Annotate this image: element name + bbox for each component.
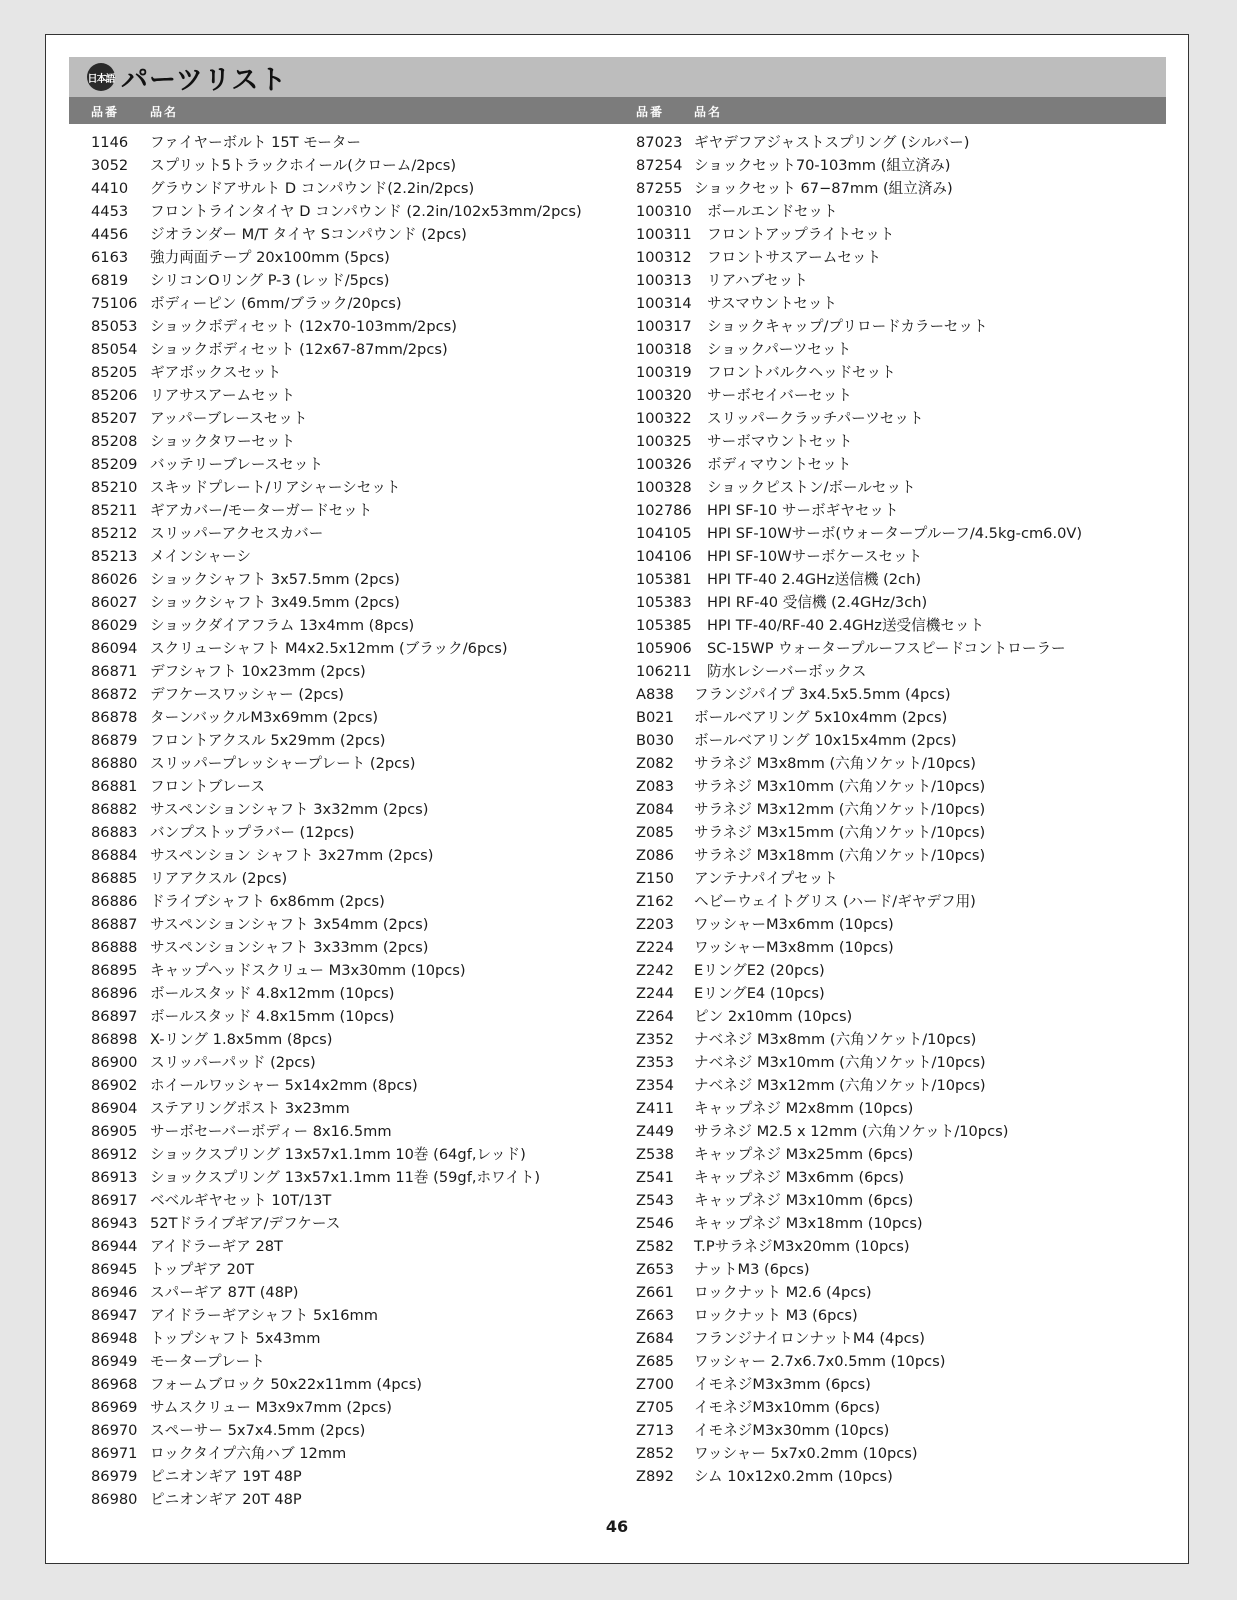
part-number: Z085 (636, 824, 674, 841)
part-number: 86946 (91, 1284, 138, 1301)
part-number: Z449 (636, 1123, 674, 1140)
part-name: HPI TF-40 2.4GHz送信機 (2ch) (707, 571, 922, 588)
part-name: シリコンOリング P-3 (レッド/5pcs) (150, 272, 390, 289)
part-name: ギアボックスセット (150, 364, 282, 381)
part-number: 86968 (91, 1376, 138, 1393)
part-name: ターンバックルM3x69mm (2pcs) (150, 709, 379, 726)
part-number: 85206 (91, 387, 138, 404)
part-number: Z354 (636, 1077, 674, 1094)
part-name: T.PサラネジM3x20mm (10pcs) (694, 1238, 910, 1255)
part-number: 86887 (91, 916, 138, 933)
part-number: 86881 (91, 778, 138, 795)
part-number: 86900 (91, 1054, 138, 1071)
part-name: サラネジ M3x10mm (六角ソケット/10pcs) (694, 778, 986, 795)
part-name: サスペンションシャフト 3x54mm (2pcs) (150, 916, 429, 933)
part-name: フロントアクスル 5x29mm (2pcs) (150, 732, 386, 749)
part-name: ピニオンギア 20T 48P (150, 1491, 302, 1508)
part-name: ショックピストン/ボールセット (707, 479, 916, 496)
part-number: 105383 (636, 594, 692, 611)
part-number: Z264 (636, 1008, 674, 1025)
part-number: 86029 (91, 617, 138, 634)
part-number: 85054 (91, 341, 138, 358)
part-name: ワッシャーM3x8mm (10pcs) (694, 939, 894, 956)
part-name: スリッパークラッチパーツセット (707, 410, 924, 427)
part-number: 100328 (636, 479, 692, 496)
part-name: スクリューシャフト M4x2.5x12mm (ブラック/6pcs) (150, 640, 508, 657)
part-name: ファイヤーボルト 15T モーター (150, 134, 362, 151)
part-name: ドライブシャフト 6x86mm (2pcs) (150, 893, 385, 910)
part-name: サラネジ M2.5 x 12mm (六角ソケット/10pcs) (694, 1123, 1009, 1140)
part-name: キャップネジ M3x25mm (6pcs) (694, 1146, 914, 1163)
part-name: ナットM3 (6pcs) (694, 1261, 810, 1278)
part-number: 100320 (636, 387, 692, 404)
part-name: ボールベアリング 10x15x4mm (2pcs) (694, 732, 957, 749)
part-name: ショックシャフト 3x57.5mm (2pcs) (150, 571, 400, 588)
part-number: 85205 (91, 364, 138, 381)
part-name: シム 10x12x0.2mm (10pcs) (694, 1468, 893, 1485)
part-name: キャップネジ M3x6mm (6pcs) (694, 1169, 905, 1186)
part-number: 100313 (636, 272, 692, 289)
part-number: Z713 (636, 1422, 674, 1439)
part-number: Z353 (636, 1054, 674, 1071)
part-name: サスペンションシャフト 3x32mm (2pcs) (150, 801, 429, 818)
part-name: ジオランダー M/T タイヤ Sコンパウンド (2pcs) (150, 226, 467, 243)
part-number: 86896 (91, 985, 138, 1002)
part-number: Z663 (636, 1307, 674, 1324)
part-name: キャップネジ M3x10mm (6pcs) (694, 1192, 914, 1209)
part-number: 86882 (91, 801, 138, 818)
part-number: 86969 (91, 1399, 138, 1416)
part-name: HPI TF-40/RF-40 2.4GHz送受信機セット (707, 617, 985, 634)
title-bar (69, 57, 1166, 97)
part-name: ショックボディセット (12x67-87mm/2pcs) (150, 341, 448, 358)
part-name: リアアクスル (2pcs) (150, 870, 288, 887)
part-name: サムスクリュー M3x9x7mm (2pcs) (150, 1399, 392, 1416)
part-number: 86883 (91, 824, 138, 841)
part-number: Z892 (636, 1468, 674, 1485)
part-number: 105381 (636, 571, 692, 588)
part-number: 100322 (636, 410, 692, 427)
part-name: ホイールワッシャー 5x14x2mm (8pcs) (150, 1077, 418, 1094)
part-name: スリッパーパッド (2pcs) (150, 1054, 316, 1071)
part-name: 強力両面テープ 20x100mm (5pcs) (150, 249, 390, 266)
part-name: スキッドプレート/リアシャーシセット (150, 479, 401, 496)
part-number: 86872 (91, 686, 138, 703)
part-number: Z244 (636, 985, 674, 1002)
part-name: フランジナイロンナットM4 (4pcs) (694, 1330, 925, 1347)
part-number: 100311 (636, 226, 692, 243)
part-name: HPI SF-10 サーボギヤセット (707, 502, 899, 519)
part-name: トップギア 20T (150, 1261, 255, 1278)
part-name: バッテリーブレースセット (150, 456, 324, 473)
part-name: サスペンションシャフト 3x33mm (2pcs) (150, 939, 429, 956)
part-number: Z084 (636, 801, 674, 818)
part-name: スリッパーアクセスカバー (150, 525, 324, 542)
part-name: ボールエンドセット (707, 203, 838, 220)
part-name: ロックタイプ六角ハブ 12mm (150, 1445, 347, 1462)
part-number: 4410 (91, 180, 129, 197)
part-name: ショックキャップ/プリロードカラーセット (707, 318, 988, 335)
part-number: 86895 (91, 962, 138, 979)
part-name: ナベネジ M3x10mm (六角ソケット/10pcs) (694, 1054, 986, 1071)
part-number: 86905 (91, 1123, 138, 1140)
part-number: Z083 (636, 778, 674, 795)
part-name: キャップネジ M3x18mm (10pcs) (694, 1215, 923, 1232)
part-number: 100319 (636, 364, 692, 381)
part-name: ショックスプリング 13x57x1.1mm 11巻 (59gf,ホワイト) (150, 1169, 541, 1186)
part-number: Z684 (636, 1330, 674, 1347)
part-name: ショックシャフト 3x49.5mm (2pcs) (150, 594, 400, 611)
part-number: A838 (636, 686, 674, 703)
part-name: サーボセーバーボディー 8x16.5mm (150, 1123, 392, 1140)
part-number: B030 (636, 732, 674, 749)
part-name: フォームブロック 50x22x11mm (4pcs) (150, 1376, 422, 1393)
part-name: サスペンション シャフト 3x27mm (2pcs) (150, 847, 434, 864)
part-number: 86948 (91, 1330, 138, 1347)
header-right-number: 品番 (636, 105, 665, 119)
part-number: Z203 (636, 916, 674, 933)
language-badge: 日本語 (87, 63, 115, 91)
part-number: 86027 (91, 594, 138, 611)
part-name: リアハブセット (707, 272, 808, 289)
part-number: 85210 (91, 479, 138, 496)
part-name: デフシャフト 10x23mm (2pcs) (150, 663, 366, 680)
part-name: ショックスプリング 13x57x1.1mm 10巻 (64gf,レッド) (150, 1146, 526, 1163)
part-number: 1146 (91, 134, 129, 151)
part-name: グラウンドアサルト D コンパウンド(2.2in/2pcs) (150, 180, 475, 197)
part-name: HPI SF-10Wサーボ(ウォータープルーフ/4.5kg-cm6.0V) (707, 525, 1083, 542)
part-name: イモネジM3x10mm (6pcs) (694, 1399, 881, 1416)
part-number: 100326 (636, 456, 692, 473)
part-number: 86885 (91, 870, 138, 887)
part-number: Z150 (636, 870, 674, 887)
part-number: 3052 (91, 157, 129, 174)
part-number: 100318 (636, 341, 692, 358)
part-name: リアサスアームセット (150, 387, 295, 404)
part-name: サラネジ M3x18mm (六角ソケット/10pcs) (694, 847, 986, 864)
part-name: サーボマウントセット (707, 433, 853, 450)
part-name: キャップヘッドスクリュー M3x30mm (10pcs) (150, 962, 466, 979)
part-number: 86886 (91, 893, 138, 910)
part-number: Z705 (636, 1399, 674, 1416)
part-number: 86944 (91, 1238, 138, 1255)
part-number: 87254 (636, 157, 683, 174)
part-name: ショックタワーセット (150, 433, 296, 450)
part-number: 86979 (91, 1468, 138, 1485)
part-name: ボールスタッド 4.8x15mm (10pcs) (150, 1008, 395, 1025)
part-number: 6819 (91, 272, 129, 289)
part-name: スプリット5トラックホイール(クローム/2pcs) (150, 157, 457, 174)
part-number: 6163 (91, 249, 129, 266)
part-name: フロントバルクヘッドセット (707, 364, 896, 381)
part-name: SC-15WP ウォータープルーフスピードコントローラー (707, 640, 1066, 657)
part-name: ボールスタッド 4.8x12mm (10pcs) (150, 985, 395, 1002)
part-number: 100310 (636, 203, 692, 220)
part-number: Z852 (636, 1445, 674, 1462)
part-number: Z685 (636, 1353, 674, 1370)
part-number: 86980 (91, 1491, 138, 1508)
part-number: 86878 (91, 709, 138, 726)
part-number: Z411 (636, 1100, 674, 1117)
part-number: Z661 (636, 1284, 674, 1301)
part-name: フロントサスアームセット (707, 249, 882, 266)
part-number: 104106 (636, 548, 692, 565)
part-number: 4456 (91, 226, 129, 243)
part-name: アンテナパイプセット (694, 870, 838, 887)
part-name: アイドラーギアシャフト 5x16mm (150, 1307, 378, 1324)
part-name: ピニオンギア 19T 48P (150, 1468, 302, 1485)
part-name: アイドラーギア 28T (150, 1238, 283, 1255)
part-name: ショックパーツセット (707, 341, 852, 358)
part-number: 102786 (636, 502, 692, 519)
part-name: スリッパープレッシャープレート (2pcs) (150, 755, 416, 772)
part-number: Z700 (636, 1376, 674, 1393)
part-number: 86902 (91, 1077, 138, 1094)
part-name: ボディマウントセット (707, 456, 852, 473)
part-number: 86879 (91, 732, 138, 749)
part-number: 100314 (636, 295, 692, 312)
part-number: 86871 (91, 663, 138, 680)
part-name: ナベネジ M3x12mm (六角ソケット/10pcs) (694, 1077, 986, 1094)
part-name: デフケースワッシャー (2pcs) (150, 686, 344, 703)
part-number: Z242 (636, 962, 674, 979)
part-number: 100325 (636, 433, 692, 450)
part-number: B021 (636, 709, 674, 726)
header-left-number: 品番 (91, 105, 120, 119)
part-name: キャップネジ M2x8mm (10pcs) (694, 1100, 914, 1117)
page-title: パーツリスト (121, 64, 288, 96)
part-number: 86880 (91, 755, 138, 772)
part-number: 4453 (91, 203, 129, 220)
part-number: 85207 (91, 410, 138, 427)
part-number: 105906 (636, 640, 692, 657)
part-number: 85053 (91, 318, 138, 335)
part-name: ロックナット M2.6 (4pcs) (694, 1284, 872, 1301)
part-number: 85209 (91, 456, 138, 473)
part-name: サスマウントセット (707, 295, 838, 312)
part-name: サラネジ M3x8mm (六角ソケット/10pcs) (694, 755, 976, 772)
part-name: ヘビーウェイトグリス (ハード/ギヤデフ用) (694, 893, 976, 910)
part-number: 86947 (91, 1307, 138, 1324)
part-number: 106211 (636, 663, 692, 680)
part-name: フロントラインタイヤ D コンパウンド (2.2in/102x53mm/2pcs) (150, 203, 582, 220)
part-name: サラネジ M3x12mm (六角ソケット/10pcs) (694, 801, 986, 818)
part-number: Z082 (636, 755, 674, 772)
part-name: バンプストップラバー (12pcs) (150, 824, 355, 841)
part-number: 86949 (91, 1353, 138, 1370)
part-number: 104105 (636, 525, 692, 542)
part-number: 86913 (91, 1169, 138, 1186)
part-number: 85208 (91, 433, 138, 450)
part-name: サーボセイバーセット (707, 387, 852, 404)
part-name: ナベネジ M3x8mm (六角ソケット/10pcs) (694, 1031, 977, 1048)
part-number: 87023 (636, 134, 683, 151)
part-number: Z538 (636, 1146, 674, 1163)
part-number: 86971 (91, 1445, 138, 1462)
part-name: ロックナット M3 (6pcs) (694, 1307, 858, 1324)
part-name: ボディーピン (6mm/ブラック/20pcs) (150, 295, 402, 312)
part-name: ピン 2x10mm (10pcs) (694, 1008, 853, 1025)
header-left-name: 品名 (150, 105, 179, 119)
part-number: 100312 (636, 249, 692, 266)
part-name: ステアリングポスト 3x23mm (150, 1100, 350, 1117)
part-number: 86897 (91, 1008, 138, 1025)
part-number: 105385 (636, 617, 692, 634)
part-name: HPI RF-40 受信機 (2.4GHz/3ch) (707, 594, 928, 611)
part-name: フロントアップライトセット (707, 226, 895, 243)
part-number: 75106 (91, 295, 138, 312)
part-name: ワッシャーM3x6mm (10pcs) (694, 916, 894, 933)
part-name: メインシャーシ (150, 548, 251, 565)
part-name: EリングE4 (10pcs) (694, 985, 825, 1002)
part-name: サラネジ M3x15mm (六角ソケット/10pcs) (694, 824, 986, 841)
part-name: ギアカバー/モーターガードセット (150, 502, 373, 519)
part-number: 86945 (91, 1261, 138, 1278)
page-number: 46 (605, 1517, 629, 1536)
part-name: 52Tドライブギア/デフケース (150, 1215, 341, 1232)
part-name: モータープレート (150, 1353, 265, 1370)
part-name: フランジパイプ 3x4.5x5.5mm (4pcs) (694, 686, 951, 703)
part-number: 86943 (91, 1215, 138, 1232)
column-header-bar (69, 97, 1166, 124)
part-number: 100317 (636, 318, 692, 335)
part-name: ショックセット 67−87mm (組立済み) (694, 180, 953, 197)
part-number: Z224 (636, 939, 674, 956)
part-number: 86970 (91, 1422, 138, 1439)
part-name: フロントブレース (150, 778, 265, 795)
part-number: Z543 (636, 1192, 674, 1209)
part-name: ショックダイアフラム 13x4mm (8pcs) (150, 617, 415, 634)
part-number: Z352 (636, 1031, 674, 1048)
part-number: 86904 (91, 1100, 138, 1117)
part-name: ワッシャー 2.7x6.7x0.5mm (10pcs) (694, 1353, 946, 1370)
part-number: 86917 (91, 1192, 138, 1209)
part-number: Z653 (636, 1261, 674, 1278)
part-name: スパーギア 87T (48P) (150, 1284, 299, 1301)
part-number: 85213 (91, 548, 138, 565)
part-name: ワッシャー 5x7x0.2mm (10pcs) (694, 1445, 918, 1462)
part-number: Z582 (636, 1238, 674, 1255)
part-number: 86898 (91, 1031, 138, 1048)
part-name: X-リング 1.8x5mm (8pcs) (150, 1031, 333, 1048)
part-number: 86912 (91, 1146, 138, 1163)
part-number: Z546 (636, 1215, 674, 1232)
part-name: 防水レシーバーボックス (707, 663, 867, 680)
part-name: ギヤデフアジャストスプリング (シルバー) (694, 134, 970, 151)
part-number: Z086 (636, 847, 674, 864)
part-name: EリングE2 (20pcs) (694, 962, 825, 979)
part-name: ショックセット70-103mm (組立済み) (694, 157, 951, 174)
part-name: ボールベアリング 5x10x4mm (2pcs) (694, 709, 948, 726)
part-number: Z162 (636, 893, 674, 910)
part-name: アッパーブレースセット (150, 410, 308, 427)
part-number: Z541 (636, 1169, 674, 1186)
part-number: 85211 (91, 502, 138, 519)
part-number: 87255 (636, 180, 683, 197)
part-name: ショックボディセット (12x70-103mm/2pcs) (150, 318, 457, 335)
part-name: イモネジM3x3mm (6pcs) (694, 1376, 871, 1393)
part-number: 86026 (91, 571, 138, 588)
header-right-name: 品名 (694, 105, 723, 119)
part-name: イモネジM3x30mm (10pcs) (694, 1422, 890, 1439)
part-number: 86094 (91, 640, 138, 657)
part-number: 86884 (91, 847, 138, 864)
part-number: 85212 (91, 525, 138, 542)
part-name: ベベルギヤセット 10T/13T (150, 1192, 332, 1209)
document-page (45, 34, 1189, 1564)
part-name: スペーサー 5x7x4.5mm (2pcs) (150, 1422, 366, 1439)
part-number: 86888 (91, 939, 138, 956)
part-name: トップシャフト 5x43mm (150, 1330, 321, 1347)
part-name: HPI SF-10Wサーボケースセット (707, 548, 923, 565)
